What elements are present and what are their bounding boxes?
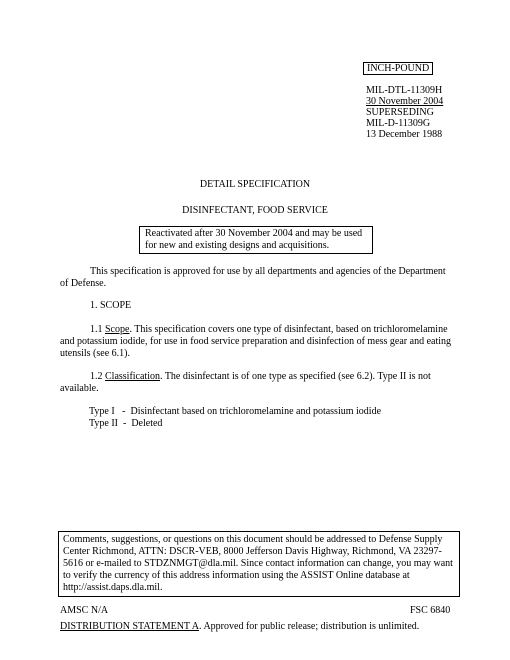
- superseding-label: SUPERSEDING: [366, 107, 434, 118]
- section-number: 1.2: [90, 371, 105, 382]
- classification-paragraph-1-2: [60, 371, 455, 395]
- section-text: . The disinfectant is of one type as specified (see 6.2). Type II is not available.: [60, 371, 431, 394]
- distribution-statement-label: DISTRIBUTION STATEMENT A: [60, 621, 200, 632]
- scope-heading: 1. SCOPE: [90, 300, 132, 311]
- inch-pound-label: INCH-POUND: [363, 62, 433, 75]
- section-number: 1.1: [90, 324, 105, 335]
- section-title-scope: Scope: [105, 324, 130, 335]
- superseded-date: 13 December 1988: [366, 129, 443, 140]
- reactivation-notice: Reactivated after 30 November 2004 and may be used for new and existing designs and acquisitions.: [139, 226, 373, 254]
- scope-paragraph-1-1: [60, 324, 455, 360]
- doc-date: 30 November 2004: [366, 96, 444, 107]
- distribution-statement: [60, 621, 419, 633]
- fsc-label: FSC 6840: [410, 605, 451, 616]
- superseded-number: MIL-D-11309G: [366, 118, 431, 129]
- document-id-block: [366, 85, 443, 140]
- approval-paragraph: This specification is approved for use by all departments and agencies of the Department of Defense.: [60, 266, 446, 289]
- type-1-line: Type I - Disinfectant based on trichloromelamine and potassium iodide: [89, 406, 382, 417]
- section-text: . This specification covers one type of disinfectant, based on trichloromelamine and potassium iodide, for use in food service preparation and disinfection of mess gear and eating utensils (see 6.1).: [60, 324, 451, 359]
- doc-number: MIL-DTL-11309H: [366, 85, 443, 96]
- distribution-statement-text: . Approved for public release; distribution is unlimited.: [199, 621, 420, 632]
- section-title-classification: Classification: [105, 371, 160, 382]
- type-2-line: Type II - Deleted: [89, 418, 163, 429]
- spec-type-title: DETAIL SPECIFICATION: [199, 179, 311, 190]
- comments-box: Comments, suggestions, or questions on this document should be addressed to Defense Supply Center Richmond, ATTN: DSCR-VEB, 8000 Jefferson Davis Highway, Richmond, VA 23297-5616 or e-mailed to STDZNMGT@dla.mil. Since contact information can change, you may want to verify the currency of this address information using the ASSIST Online database at http://assist.daps.dla.mil.: [58, 531, 460, 597]
- amsc-label: AMSC N/A: [60, 605, 109, 616]
- spec-name-title: DISINFECTANT, FOOD SERVICE: [182, 205, 328, 216]
